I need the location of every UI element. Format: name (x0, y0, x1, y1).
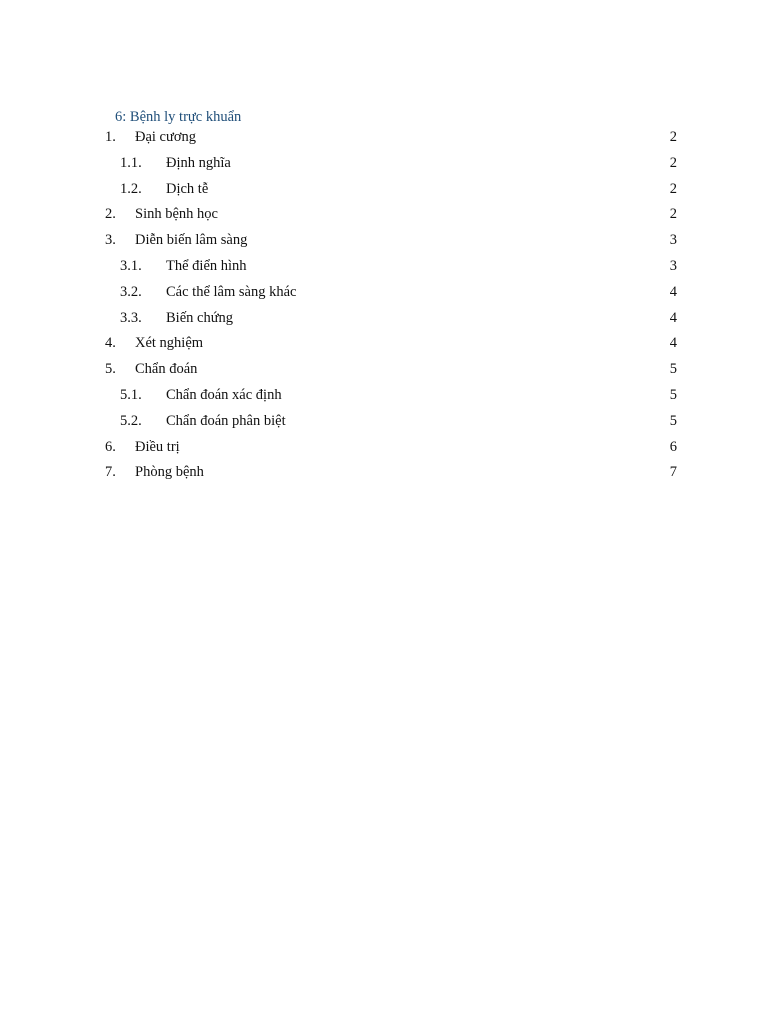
toc-entry-page: 3 (669, 257, 677, 274)
toc-entry-page: 2 (669, 129, 677, 145)
toc-entry[interactable] (0, 203, 768, 229)
toc-entry-number: 3. (105, 232, 116, 249)
toc-entry-text: Biến chứng (166, 309, 234, 326)
toc-entry-page: 6 (669, 438, 677, 455)
toc-entry-number: 4. (105, 335, 116, 352)
toc-entry-number: 5.1. (120, 386, 142, 403)
toc-entry[interactable] (0, 307, 768, 333)
toc-entry-text: Chẩn đoán phân biệt (166, 412, 286, 429)
toc-entry[interactable] (0, 410, 768, 436)
toc-entry-page: 5 (669, 361, 677, 378)
toc-entry-text: Các thể lâm sàng khác (166, 283, 297, 300)
toc-entry[interactable] (0, 126, 768, 152)
toc-entry-page: 2 (669, 180, 677, 197)
toc-entry-text: Chẩn đoán (135, 361, 198, 378)
toc-entry[interactable] (0, 358, 768, 384)
toc-entry-page: 5 (669, 386, 677, 403)
toc-entry-number: 3.2. (120, 283, 142, 300)
toc-entry-number: 3.1. (120, 257, 142, 274)
toc-entry-page: 7 (669, 464, 677, 481)
toc-entry[interactable] (0, 281, 768, 307)
toc-entry-text: Định nghĩa (166, 154, 231, 171)
table-of-contents (0, 126, 768, 487)
toc-entry[interactable] (0, 384, 768, 410)
toc-entry-number: 1. (105, 129, 116, 145)
toc-entry-page: 4 (669, 335, 677, 352)
toc-entry-number: 6. (105, 438, 116, 455)
toc-entry-page: 4 (669, 283, 677, 300)
toc-entry-text: Điều trị (135, 438, 180, 455)
toc-entry-text: Xét nghiệm (135, 335, 204, 352)
toc-entry[interactable] (0, 461, 768, 487)
toc-entry-number: 3.3. (120, 309, 142, 326)
toc-entry-text: Thể điển hình (166, 257, 247, 274)
toc-entry-text: Đại cương (135, 129, 197, 145)
toc-entry-page: 2 (669, 154, 677, 171)
toc-entry[interactable] (0, 436, 768, 462)
toc-entry-text: Diễn biến lâm sàng (135, 232, 248, 249)
toc-entry[interactable] (0, 229, 768, 255)
toc-entry-number: 7. (105, 464, 116, 481)
toc-entry-page: 3 (669, 232, 677, 249)
toc-entry[interactable] (0, 332, 768, 358)
toc-entry-page: 4 (669, 309, 677, 326)
toc-entry-page: 2 (669, 206, 677, 223)
toc-entry[interactable] (0, 255, 768, 281)
toc-entry-text: Phòng bệnh (135, 464, 204, 481)
toc-entry-text: Dịch tễ (166, 180, 209, 197)
toc-entry[interactable] (0, 178, 768, 204)
toc-entry-number: 1.1. (120, 154, 142, 171)
toc-entry-number: 1.2. (120, 180, 142, 197)
toc-entry-text: Chẩn đoán xác định (166, 386, 282, 403)
toc-entry[interactable] (0, 152, 768, 178)
toc-entry-number: 5.2. (120, 412, 142, 429)
toc-entry-page: 5 (669, 412, 677, 429)
toc-entry-text: Sinh bệnh học (135, 206, 218, 223)
toc-title: 6: Bệnh ly trực khuẩn (115, 109, 242, 125)
toc-entry-number: 2. (105, 206, 116, 223)
toc-entry-number: 5. (105, 361, 116, 378)
